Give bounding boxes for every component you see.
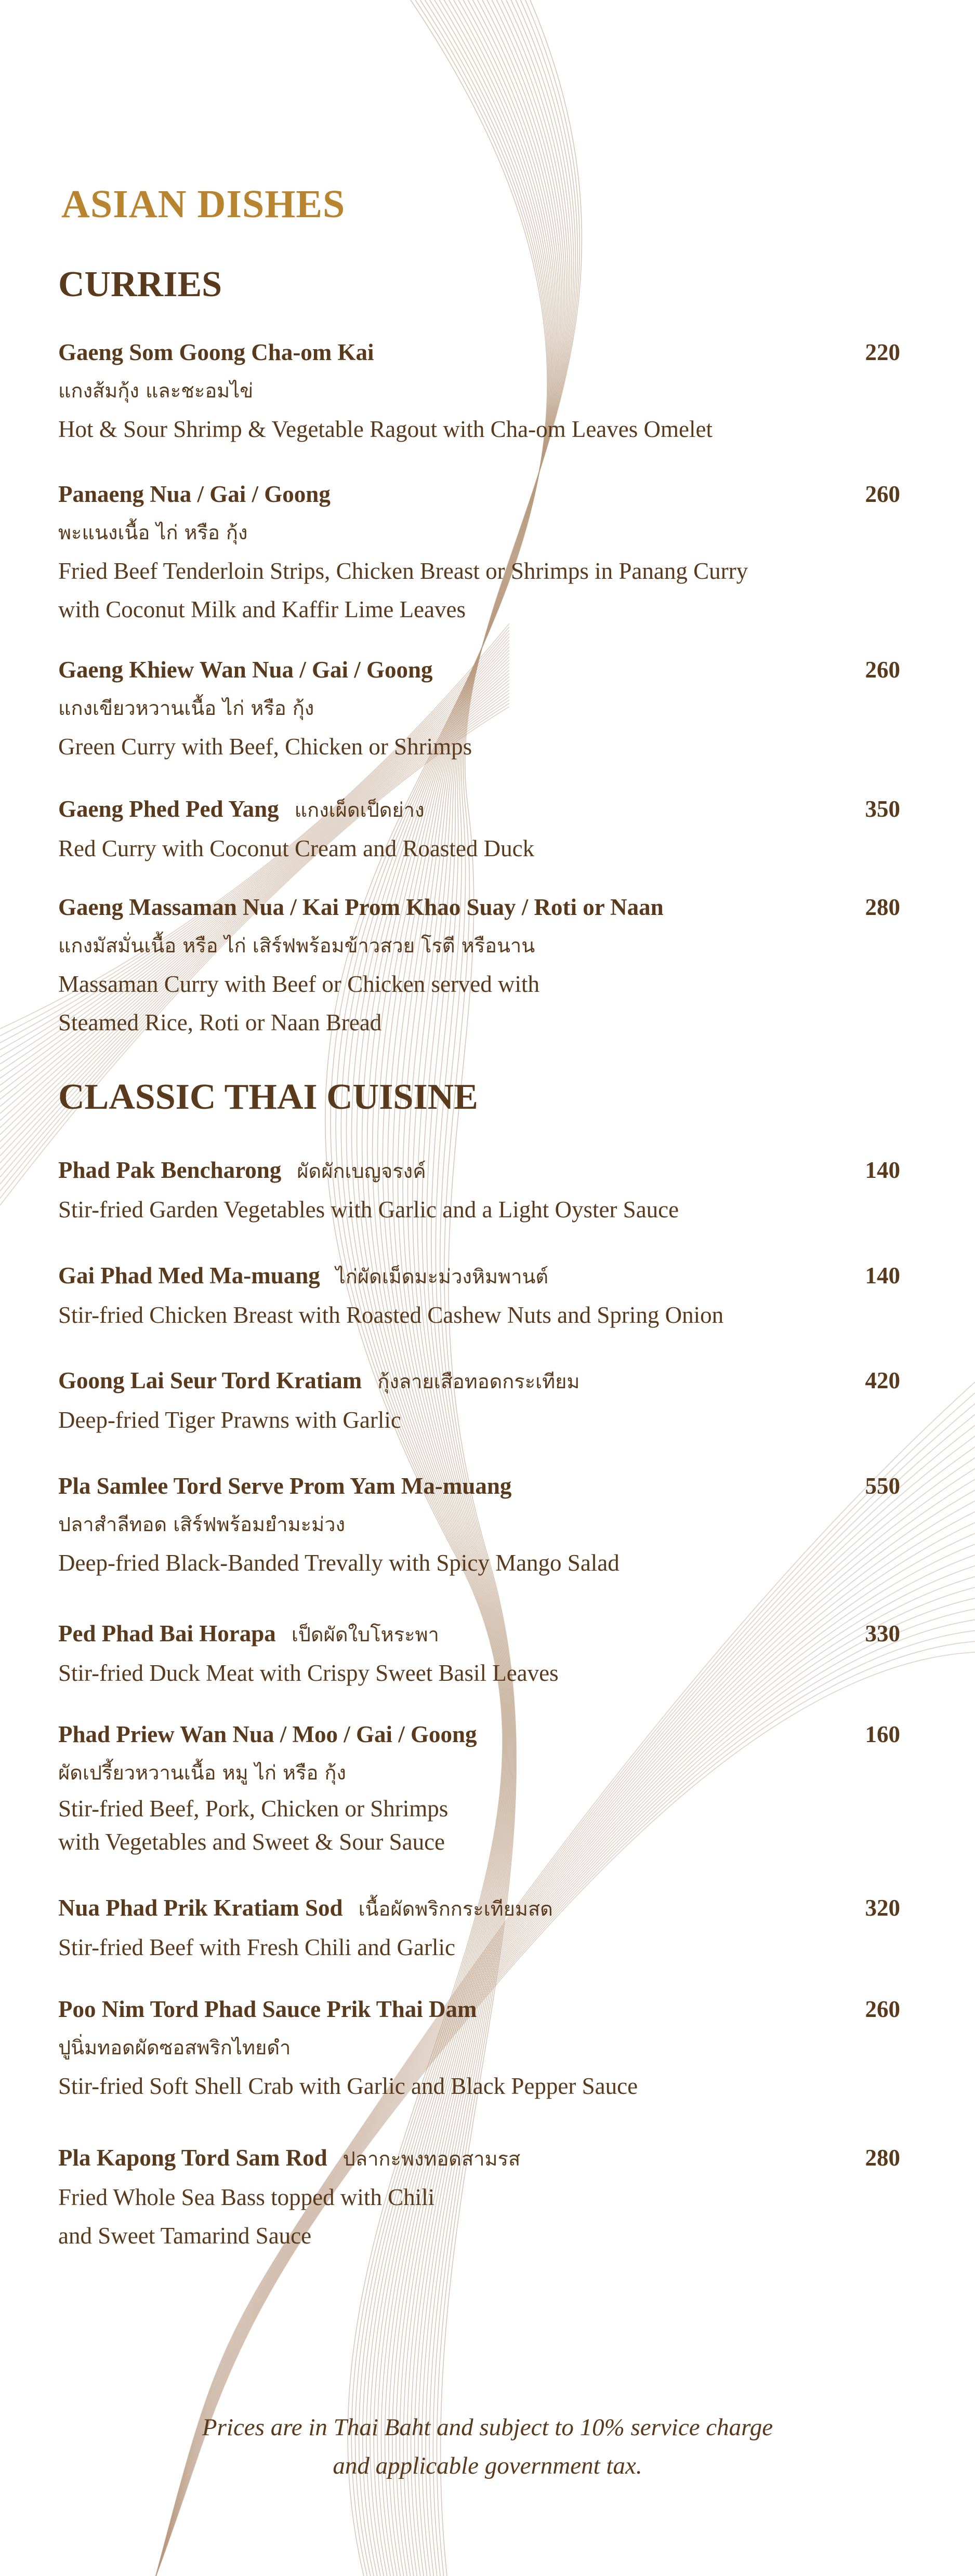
dish-name: Pla Samlee Tord Serve Prom Yam Ma-muang — [58, 1473, 512, 1499]
menu-item — [58, 1361, 900, 1439]
menu-item — [58, 2139, 900, 2255]
menu-item — [58, 1467, 900, 1582]
dish-thai-name: เนื้อผัดพริกกระเทียมสด — [358, 1897, 553, 1920]
menu-item — [58, 475, 900, 629]
dish-description: with Vegetables and Sweet & Sour Sauce — [58, 1829, 445, 1855]
dish-thai-name: ปูนิ่มทอดผัดซอสพริกไทยดำ — [58, 2036, 291, 2059]
dish-description: Deep-fried Black-Banded Trevally with Spicy Mango Salad — [58, 1550, 620, 1576]
dish-thai-name: ปลากะพงทอดสามรส — [342, 2147, 521, 2170]
dish-description: Green Curry with Beef, Chicken or Shrimps — [58, 734, 472, 760]
menu-item — [58, 888, 900, 1042]
section-title-curries: CURRIES — [58, 264, 222, 304]
menu-item — [58, 1151, 900, 1229]
dish-description: Massaman Curry with Beef or Chicken served with — [58, 971, 540, 997]
dish-description: Stir-fried Beef with Fresh Chili and Garlic — [58, 1934, 455, 1960]
dish-price: 550 — [865, 1473, 900, 1499]
dish-name: Gaeng Massaman Nua / Kai Prom Khao Suay / Roti or Naan — [58, 894, 664, 920]
dish-thai-name: แกงมัสมั่นเนื้อ หรือ ไก่ เสิร์ฟพร้อมข้าวสวย โรตี หรือนาน — [58, 934, 535, 957]
dish-price: 320 — [865, 1895, 900, 1921]
dish-price: 350 — [865, 796, 900, 822]
dish-price: 220 — [865, 339, 900, 365]
dish-description: Deep-fried Tiger Prawns with Garlic — [58, 1407, 401, 1433]
dish-price: 160 — [865, 1721, 900, 1747]
dish-thai-name: ผัดผักเบญจรงค์ — [297, 1160, 426, 1183]
menu-item — [58, 650, 900, 766]
dish-name: Gaeng Phed Ped Yang — [58, 796, 279, 822]
dish-thai-name: พะแนงเนื้อ ไก่ หรือ กุ้ง — [58, 521, 248, 544]
dish-name: Pla Kapong Tord Sam Rod — [58, 2145, 327, 2171]
section-title-classic-thai: CLASSIC THAI CUISINE — [58, 1077, 478, 1117]
dish-description: Stir-fried Chicken Breast with Roasted Cashew Nuts and Spring Onion — [58, 1302, 724, 1328]
dish-description: Fried Whole Sea Bass topped with Chili — [58, 2184, 435, 2210]
dish-thai-name: แกงเขียวหวานเนื้อ ไก่ หรือ กุ้ง — [58, 697, 314, 720]
dish-price: 280 — [865, 894, 900, 920]
dish-price: 420 — [865, 1367, 900, 1393]
dish-description: Red Curry with Coconut Cream and Roasted Duck — [58, 835, 535, 861]
dish-price: 260 — [865, 657, 900, 683]
dish-name: Phad Pak Bencharong — [58, 1157, 282, 1183]
dish-thai-name: ไก่ผัดเม็ดมะม่วงหิมพานต์ — [335, 1265, 549, 1288]
menu-item — [58, 333, 900, 448]
menu-item — [58, 1990, 900, 2105]
dish-thai-name: แกงเผ็ดเป็ดย่าง — [294, 799, 425, 821]
dish-description: and Sweet Tamarind Sauce — [58, 2223, 312, 2249]
dish-name: Goong Lai Seur Tord Kratiam — [58, 1367, 362, 1393]
dish-thai-name: เป็ดผัดใบโหระพา — [291, 1623, 439, 1646]
dish-description: Hot & Sour Shrimp & Vegetable Ragout with Cha-om Leaves Omelet — [58, 416, 713, 442]
dish-description: Stir-fried Duck Meat with Crispy Sweet Basil Leaves — [58, 1660, 559, 1686]
dish-description: Steamed Rice, Roti or Naan Bread — [58, 1010, 382, 1035]
dish-thai-name: ปลาสำลีทอด เสิร์ฟพร้อมยำมะม่วง — [58, 1513, 346, 1536]
menu-item — [58, 1614, 900, 1692]
price-note-footer — [0, 2408, 975, 2485]
footer-line: Prices are in Thai Baht and subject to 10% service charge — [202, 2414, 773, 2441]
menu-item — [58, 790, 900, 868]
dish-name: Poo Nim Tord Phad Sauce Prik Thai Dam — [58, 1996, 477, 2022]
dish-description: with Coconut Milk and Kaffir Lime Leaves — [58, 596, 466, 622]
dish-description: Stir-fried Soft Shell Crab with Garlic and Black Pepper Sauce — [58, 2073, 638, 2099]
dish-description: Fried Beef Tenderloin Strips, Chicken Breast or Shrimps in Panang Curry — [58, 558, 748, 584]
dish-price: 140 — [865, 1157, 900, 1183]
dish-thai-name: ผัดเปรี้ยวหวานเนื้อ หมู ไก่ หรือ กุ้ง — [58, 1761, 346, 1784]
dish-thai-name: แกงส้มกุ้ง และชะอมไข่ — [58, 379, 254, 402]
page-title: ASIAN DISHES — [61, 182, 346, 226]
dish-name: Nua Phad Prik Kratiam Sod — [58, 1895, 343, 1921]
dish-thai-name: กุ้งลายเสือทอดกระเทียม — [377, 1370, 580, 1393]
dish-price: 260 — [865, 481, 900, 507]
dish-name: Gai Phad Med Ma-muang — [58, 1263, 320, 1289]
dish-name: Gaeng Som Goong Cha-om Kai — [58, 339, 374, 365]
dish-name: Ped Phad Bai Horapa — [58, 1621, 276, 1646]
dish-price: 140 — [865, 1263, 900, 1289]
menu-item — [58, 1256, 900, 1334]
menu-item — [58, 1715, 900, 1858]
footer-line: and applicable government tax. — [333, 2452, 642, 2479]
dish-name: Panaeng Nua / Gai / Goong — [58, 481, 331, 507]
menu-item — [58, 1889, 900, 1967]
dish-description: Stir-fried Beef, Pork, Chicken or Shrimps — [58, 1796, 449, 1822]
dish-price: 260 — [865, 1996, 900, 2022]
dish-description: Stir-fried Garden Vegetables with Garlic and a Light Oyster Sauce — [58, 1197, 679, 1223]
dish-price: 280 — [865, 2145, 900, 2171]
dish-name: Gaeng Khiew Wan Nua / Gai / Goong — [58, 657, 433, 683]
dish-price: 330 — [865, 1621, 900, 1646]
dish-name: Phad Priew Wan Nua / Moo / Gai / Goong — [58, 1721, 477, 1747]
